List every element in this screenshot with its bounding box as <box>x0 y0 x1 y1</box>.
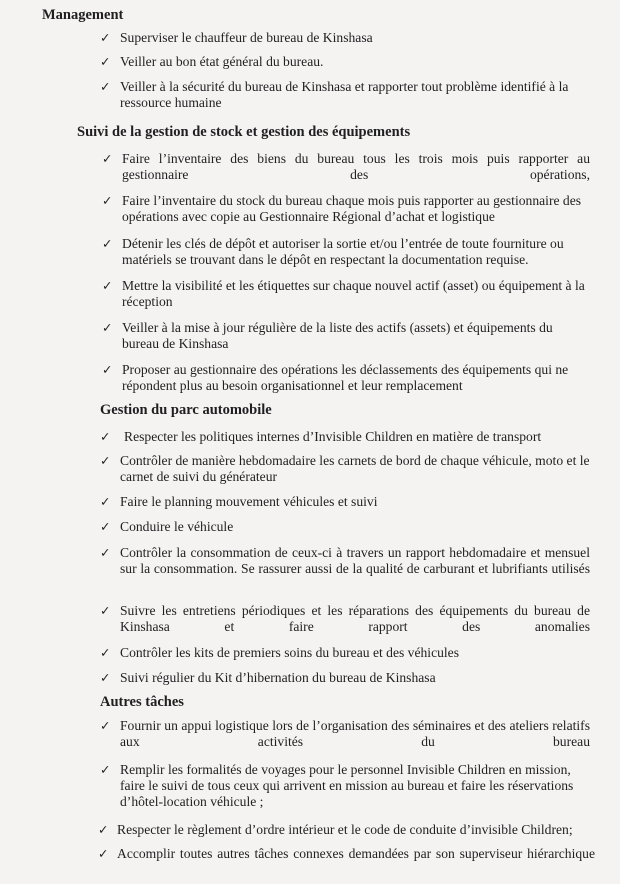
checkmark-icon: ✓ <box>102 236 113 251</box>
checkmark-icon: ✓ <box>98 822 109 837</box>
checkmark-icon: ✓ <box>102 362 113 377</box>
list-item-text: Accomplir toutes autres tâches connexes demandées par son superviseur hiérarchique <box>117 846 595 861</box>
checkmark-icon: ✓ <box>102 320 113 335</box>
list-item-text: Fournir un appui logistique lors de l’organisation des séminaires et des ateliers relatifs aux activités du bureau <box>120 718 590 749</box>
section-heading-other-tasks: Autres tâches <box>100 694 184 710</box>
checkmark-icon: ✓ <box>102 193 113 208</box>
checkmark-icon: ✓ <box>100 519 111 534</box>
checkmark-icon: ✓ <box>100 54 111 69</box>
section-heading-management: Management <box>42 7 124 23</box>
list-item-text: Superviser le chauffeur de bureau de Kinshasa <box>120 30 373 45</box>
checkmark-icon: ✓ <box>100 718 111 733</box>
list-item-text: Mettre la visibilité et les étiquettes sur chaque nouvel actif (asset) ou équipement à la réception <box>122 278 585 309</box>
list-item-text: Suivre les entretiens périodiques et les réparations des équipements du bureau de Kinshasa et faire rapport des anomalies <box>120 603 590 634</box>
checkmark-icon: ✓ <box>100 79 111 94</box>
checkmark-icon: ✓ <box>100 603 111 618</box>
checkmark-icon: ✓ <box>100 453 111 468</box>
list-item-text: Contrôler la consommation de ceux-ci à travers un rapport hebdomadaire et mensuel sur la consommation. Se rassurer aussi de la qualité de carburant et lubrifiants utilisés <box>120 545 590 576</box>
list-item-text: Contrôler les kits de premiers soins du bureau et des véhicules <box>120 645 460 660</box>
checkmark-icon: ✓ <box>100 545 111 560</box>
list-item-text: Conduire le véhicule <box>120 519 234 534</box>
checkmark-icon: ✓ <box>102 151 113 166</box>
checkmark-icon: ✓ <box>100 429 111 444</box>
list-item-text: Proposer au gestionnaire des opérations les déclassements des équipements qui ne répondent plus au besoin organisationnel et leur remplacement <box>122 362 569 393</box>
checkmark-icon: ✓ <box>102 278 113 293</box>
list-item-text: Respecter le règlement d’ordre intérieur et le code de conduite d’invisible Children; <box>117 822 573 837</box>
list-item-text: Veiller à la sécurité du bureau de Kinshasa et rapporter tout problème identifié à la ressource humaine <box>120 79 569 110</box>
list-item-text: Remplir les formalités de voyages pour le personnel Invisible Children en mission, faire le suivi de tous ceux qui arrivent en mission au bureau et faire les réservations d’hôtel-location véhicule ; <box>120 762 574 809</box>
checkmark-icon: ✓ <box>100 762 111 777</box>
list-item-text: Faire le planning mouvement véhicules et suivi <box>120 494 378 509</box>
list-item-text: Détenir les clés de dépôt et autoriser la sortie et/ou l’entrée de toute fourniture ou matériels se trouvant dans le dépôt en respectant la documentation requise. <box>122 236 564 267</box>
checkmark-icon: ✓ <box>98 846 109 861</box>
list-item-text: Suivi régulier du Kit d’hibernation du bureau de Kinshasa <box>120 670 436 685</box>
checkmark-icon: ✓ <box>100 30 111 45</box>
section-heading-stock: Suivi de la gestion de stock et gestion des équipements <box>77 124 411 140</box>
list-item-text: Faire l’inventaire des biens du bureau tous les trois mois puis rapporter au gestionnaire des opérations, <box>122 151 590 182</box>
list-item-text: Contrôler de manière hebdomadaire les carnets de bord de chaque véhicule, moto et le carnet de suivi du générateur <box>120 453 590 484</box>
list-item-text: Respecter les politiques internes d’Invisible Children en matière de transport <box>124 429 542 444</box>
list-item-text: Veiller au bon état général du bureau. <box>120 54 324 69</box>
checkmark-icon: ✓ <box>100 645 111 660</box>
list-item-text: Faire l’inventaire du stock du bureau chaque mois puis rapporter au gestionnaire des opérations avec copie au Gestionnaire Régional d’achat et logistique <box>122 193 582 224</box>
section-heading-fleet: Gestion du parc automobile <box>100 402 272 418</box>
list-item-text: Veiller à la mise à jour régulière de la liste des actifs (assets) et équipements du bureau de Kinshasa <box>122 320 553 351</box>
checkmark-icon: ✓ <box>100 494 111 509</box>
checkmark-icon: ✓ <box>100 670 111 685</box>
